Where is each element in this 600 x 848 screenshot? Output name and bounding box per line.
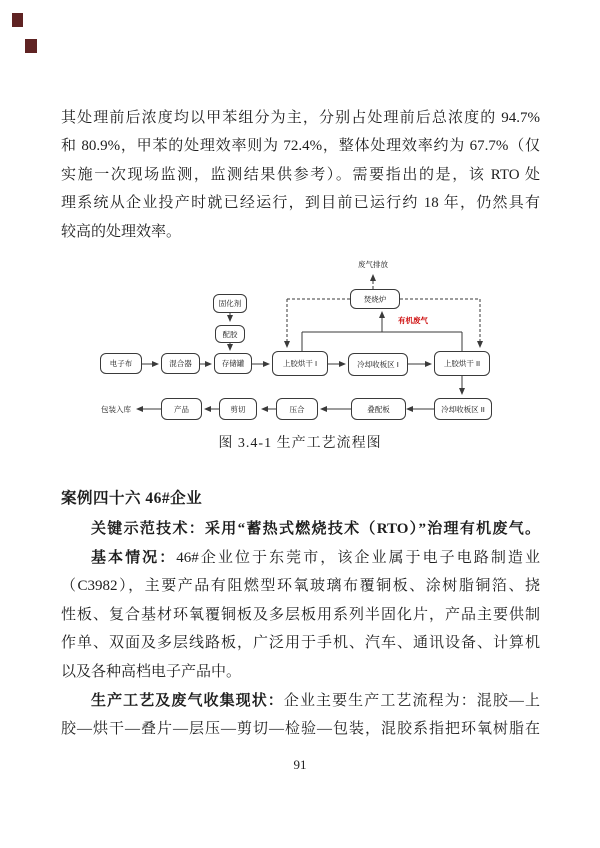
flow-node-cooling-1: 冷却收板区 I xyxy=(348,353,408,376)
flow-node-incinerator: 焚烧炉 xyxy=(350,289,400,309)
text-line: 其处理前后浓度均以甲苯组分为主，分别占处理前后总浓度的 94.7% xyxy=(61,110,540,126)
text-line: 以及各种高档电子产品中。 xyxy=(61,663,242,680)
text-line: 性板、复合基材环氧覆铜板及多层板用系列半固化片，产品主要供制 xyxy=(61,606,540,623)
packaging-label: 包装入库 xyxy=(101,405,131,414)
basic-info-line: 基本情况：46#企业位于东莞市，该企业属于电子电路制造业 xyxy=(91,549,540,566)
flow-node-product: 产品 xyxy=(161,398,202,420)
process-status-line: 生产工艺及废气收集现状：企业主要生产工艺流程为：混胶—上 xyxy=(91,692,540,709)
flow-node-glue-mixing: 配胶 xyxy=(215,325,245,343)
flow-node-mixer: 混合器 xyxy=(161,353,200,374)
paragraph-treatment-efficiency xyxy=(61,104,540,246)
organic-gas-label: 有机废气 xyxy=(398,316,428,325)
scan-artifact xyxy=(12,13,23,27)
flow-node-storage-tank: 存储罐 xyxy=(214,353,252,374)
flow-node-cutting: 剪切 xyxy=(219,398,257,420)
flow-node-pressing: 压合 xyxy=(276,398,318,420)
text-line: 和 80.9%，甲苯的处理效率则为 72.4%，整体处理效率约为 67.7%（仅 xyxy=(61,138,540,155)
text-line: 理系统从企业投产时就已经运行，到目前已运行约 18 年，仍然具有 xyxy=(61,195,540,212)
flow-node-dryer-2: 上胶烘干 II xyxy=(434,351,490,376)
figure-caption: 图 3.4-1 生产工艺流程图 xyxy=(218,436,382,451)
process-status-label: 生产工艺及废气收集现状： xyxy=(91,692,284,709)
case-body-text xyxy=(61,515,540,744)
text-line: 较高的处理效率。 xyxy=(61,223,182,240)
text-line: 胶—烘干—叠片—层压—剪切—检验—包装，混胶系指把环氧树脂在 xyxy=(61,721,540,738)
flow-node-cooling-2: 冷却收板区 II xyxy=(434,398,492,420)
key-tech-line: 关键示范技术：采用“蓄热式燃烧技术（RTO）”治理有机废气。 xyxy=(91,521,540,537)
flow-node-raw-cloth: 电子布 xyxy=(100,353,142,374)
text-line: （C3982），主要产品有阻燃型环氧玻璃布覆铜板、涂树脂铜箔、挠 xyxy=(61,578,540,595)
flow-node-dryer-1: 上胶烘干 I xyxy=(272,351,328,376)
text-line: 实施一次现场监测，监测结果供参考）。需要指出的是，该 RTO 处 xyxy=(61,166,540,183)
page-number: 91 xyxy=(293,757,307,772)
scan-artifact xyxy=(25,39,37,53)
case-heading: 案例四十六 46#企业 xyxy=(61,490,203,507)
process-flow-diagram xyxy=(95,256,505,428)
emission-label: 废气排放 xyxy=(358,260,388,269)
text-line: 作单、双面及多层线路板，广泛用于手机、汽车、通讯设备、计算机 xyxy=(61,635,540,652)
flow-node-stacking: 叠配板 xyxy=(351,398,406,420)
basic-info-label: 基本情况： xyxy=(91,549,177,566)
flow-node-curing-agent: 固化剂 xyxy=(213,294,247,313)
